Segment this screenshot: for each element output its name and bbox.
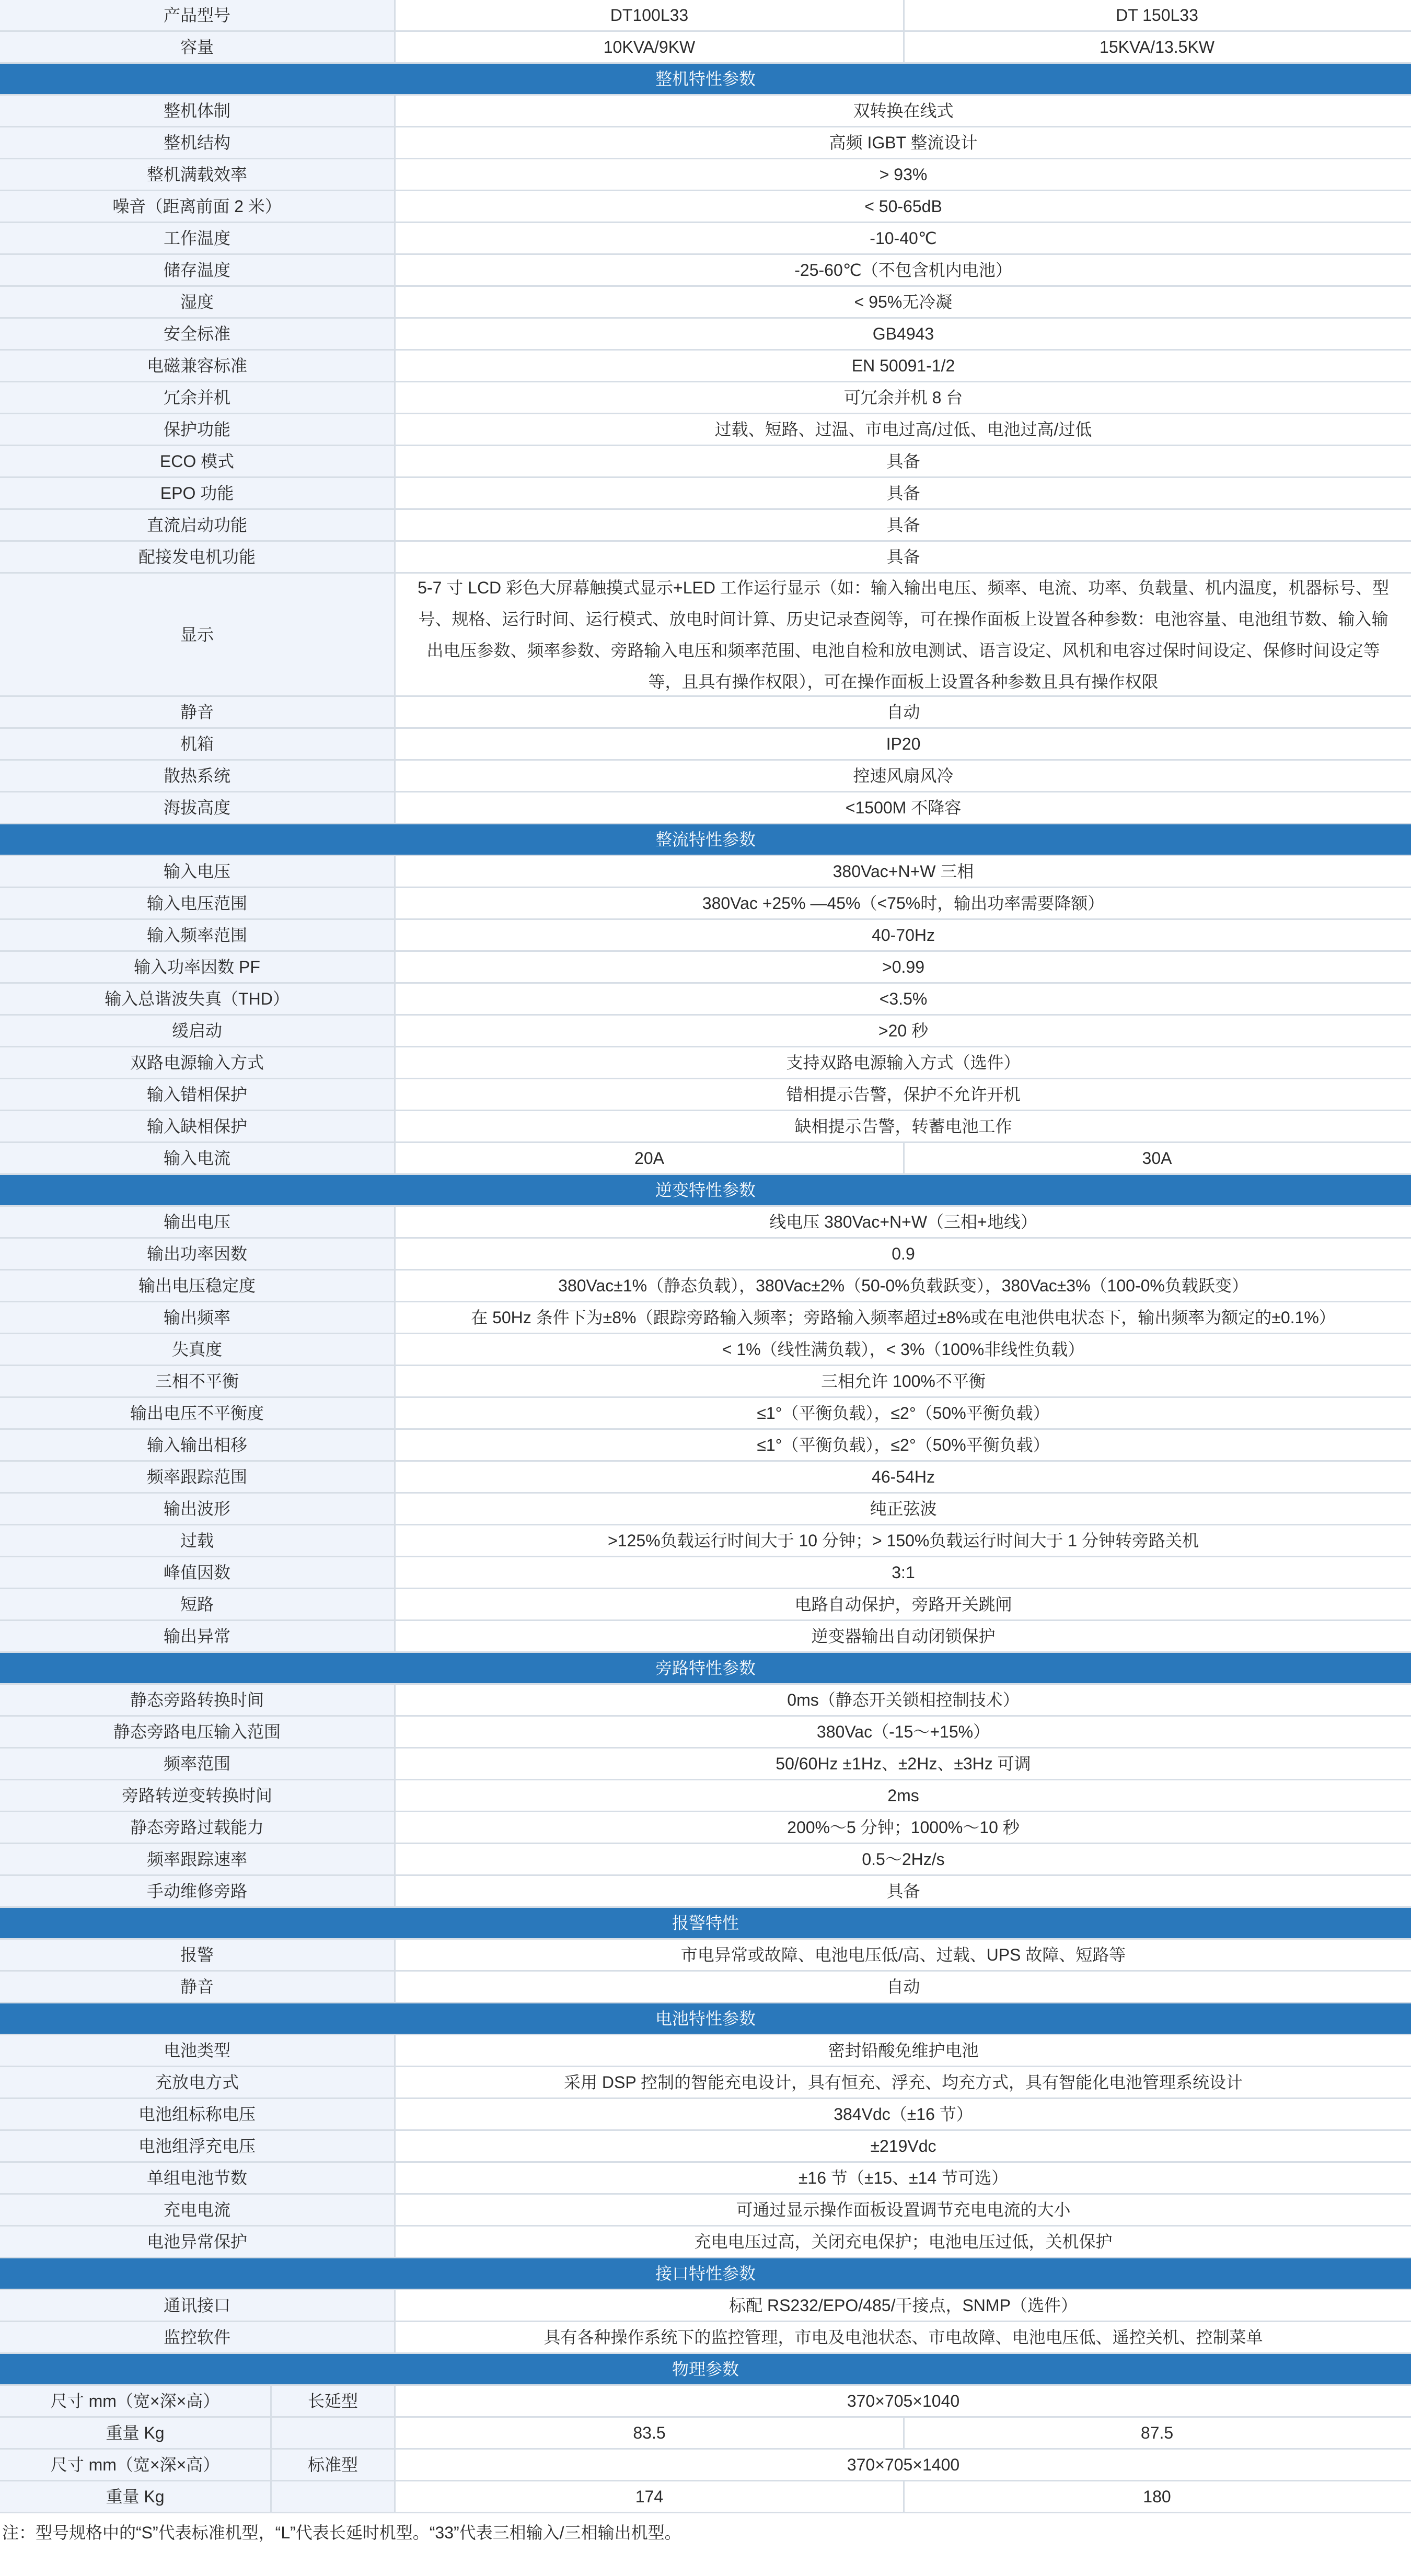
- physical-value-1: 174: [396, 2481, 903, 2512]
- spec-label: 静音: [0, 697, 396, 727]
- spec-row: [0, 1494, 1411, 1525]
- physical-label: 重量 Kg: [0, 2418, 272, 2448]
- spec-row: [0, 1685, 1411, 1717]
- spec-value: 错相提示告警，保护不允许开机: [396, 1079, 1411, 1110]
- section-header: 逆变特性参数: [0, 1175, 1411, 1207]
- spec-value: <3.5%: [396, 984, 1411, 1014]
- spec-label: 直流启动功能: [0, 510, 396, 540]
- spec-label: 安全标准: [0, 319, 396, 349]
- spec-row: [0, 1621, 1411, 1653]
- spec-label: EPO 功能: [0, 478, 396, 508]
- spec-label: ECO 模式: [0, 446, 396, 476]
- spec-label: 手动维修旁路: [0, 1876, 396, 1906]
- section-header: 物理参数: [0, 2354, 1411, 2386]
- spec-value: 三相允许 100%不平衡: [396, 1366, 1411, 1396]
- spec-label: 湿度: [0, 287, 396, 317]
- spec-row: [0, 1780, 1411, 1812]
- spec-label: 静态旁路电压输入范围: [0, 1717, 396, 1747]
- spec-label: 海拔高度: [0, 792, 396, 823]
- physical-label: 重量 Kg: [0, 2481, 272, 2512]
- spec-row: [0, 542, 1411, 574]
- spec-label: 冗余并机: [0, 382, 396, 413]
- spec-value: 可通过显示操作面板设置调节充电电流的大小: [396, 2195, 1411, 2225]
- spec-row: [0, 2195, 1411, 2227]
- spec-label: 工作温度: [0, 223, 396, 253]
- spec-label: 频率跟踪速率: [0, 1844, 396, 1874]
- capacity-value-1: 10KVA/9KW: [396, 32, 903, 62]
- spec-label: 三相不平衡: [0, 1366, 396, 1396]
- spec-row: [0, 888, 1411, 920]
- spec-label: 充放电方式: [0, 2067, 396, 2097]
- spec-row: [0, 414, 1411, 446]
- spec-value-1: 20A: [396, 1143, 903, 1173]
- physical-sublabel: 长延型: [272, 2386, 396, 2416]
- spec-value: 200%～5 分钟；1000%～10 秒: [396, 1812, 1411, 1843]
- spec-row: [0, 1270, 1411, 1302]
- spec-value: 双转换在线式: [396, 96, 1411, 126]
- spec-value: 380Vac+N+W 三相: [396, 856, 1411, 887]
- physical-sublabel: [272, 2481, 396, 2512]
- spec-value: ±16 节（±15、±14 节可选）: [396, 2163, 1411, 2193]
- header-label: 产品型号: [0, 0, 396, 30]
- spec-label: 失真度: [0, 1334, 396, 1365]
- spec-label: 静态旁路过载能力: [0, 1812, 396, 1843]
- spec-row: [0, 1462, 1411, 1494]
- spec-label: 频率跟踪范围: [0, 1462, 396, 1492]
- physical-label: 尺寸 mm（宽×深×高）: [0, 2450, 272, 2480]
- spec-value: 过载、短路、过温、市电过高/过低、电池过高/过低: [396, 414, 1411, 445]
- spec-row: [0, 729, 1411, 761]
- spec-label: 单组电池节数: [0, 2163, 396, 2193]
- spec-value: 自动: [396, 697, 1411, 727]
- spec-row: [0, 761, 1411, 792]
- spec-row: [0, 223, 1411, 255]
- spec-label: 输入频率范围: [0, 920, 396, 950]
- spec-value: ≤1°（平衡负载），≤2°（50%平衡负载）: [396, 1430, 1411, 1460]
- spec-value: 380Vac±1%（静态负载），380Vac±2%（50-0%负载跃变），380Vac±3%（100-0%负载跃变）: [396, 1270, 1411, 1301]
- spec-label: 电池组浮充电压: [0, 2131, 396, 2161]
- spec-row: [0, 856, 1411, 888]
- spec-row: [0, 1972, 1411, 2003]
- section-header: 电池特性参数: [0, 2003, 1411, 2035]
- spec-label: 峰值因数: [0, 1557, 396, 1588]
- spec-row: [0, 127, 1411, 159]
- spec-row: [0, 1239, 1411, 1270]
- spec-value: 2ms: [396, 1780, 1411, 1811]
- spec-row: [0, 1079, 1411, 1111]
- spec-row: [0, 446, 1411, 478]
- physical-sublabel: 标准型: [272, 2450, 396, 2480]
- spec-value: 纯正弦波: [396, 1494, 1411, 1524]
- spec-value: <1500M 不降容: [396, 792, 1411, 823]
- spec-value: 具备: [396, 446, 1411, 476]
- spec-value: < 1%（线性满负载），< 3%（100%非线性负载）: [396, 1334, 1411, 1365]
- spec-label: 输出电压不平衡度: [0, 1398, 396, 1428]
- spec-label: 缓启动: [0, 1016, 396, 1046]
- spec-value: IP20: [396, 729, 1411, 759]
- spec-value: EN 50091-1/2: [396, 351, 1411, 381]
- spec-row: [0, 159, 1411, 191]
- physical-container: [0, 2386, 1411, 2513]
- section-header: 报警特性: [0, 1908, 1411, 1940]
- spec-label: 储存温度: [0, 255, 396, 285]
- spec-row: [0, 1366, 1411, 1398]
- spec-value: 具有各种操作系统下的监控管理，市电及电池状态、市电故障、电池电压低、遥控关机、控制菜单: [396, 2322, 1411, 2352]
- spec-value: 采用 DSP 控制的智能充电设计，具有恒充、浮充、均充方式，具有智能化电池管理系统设计: [396, 2067, 1411, 2097]
- spec-value: < 50-65dB: [396, 191, 1411, 222]
- spec-row: [0, 351, 1411, 382]
- spec-label: 保护功能: [0, 414, 396, 445]
- section-header: 整流特性参数: [0, 824, 1411, 856]
- spec-value: >0.99: [396, 952, 1411, 982]
- physical-value-2: 87.5: [903, 2418, 1409, 2448]
- spec-label: 电磁兼容标准: [0, 351, 396, 381]
- spec-row: [0, 1111, 1411, 1143]
- spec-label: 频率范围: [0, 1749, 396, 1779]
- spec-value: 标配 RS232/EPO/485/干接点，SNMP（选件）: [396, 2290, 1411, 2321]
- spec-row: [0, 952, 1411, 984]
- spec-row: [0, 1589, 1411, 1621]
- spec-value: -10-40℃: [396, 223, 1411, 253]
- footnote: 注：型号规格中的“S”代表标准机型，“L”代表长延时机型。“33”代表三相输入/三相输出机型。: [2, 2523, 681, 2542]
- spec-row: [0, 96, 1411, 127]
- spec-row: [0, 1016, 1411, 1047]
- spec-value: < 95%无冷凝: [396, 287, 1411, 317]
- spec-label: 静态旁路转换时间: [0, 1685, 396, 1715]
- model-2: DT 150L33: [903, 0, 1409, 30]
- spec-label: 配接发电机功能: [0, 542, 396, 572]
- spec-label: 输入功率因数 PF: [0, 952, 396, 982]
- spec-value: 控速风扇风冷: [396, 761, 1411, 791]
- spec-label: 输入电流: [0, 1143, 396, 1173]
- physical-row: [0, 2481, 1411, 2513]
- spec-row: [0, 574, 1411, 697]
- spec-row: [0, 1844, 1411, 1876]
- spec-value: 50/60Hz ±1Hz、±2Hz、±3Hz 可调: [396, 1749, 1411, 1779]
- spec-label: 过载: [0, 1525, 396, 1556]
- spec-value: 可冗余并机 8 台: [396, 382, 1411, 413]
- section-header: 接口特性参数: [0, 2258, 1411, 2290]
- header-row: [0, 0, 1411, 32]
- spec-value: 充电电压过高，关闭充电保护；电池电压过低，关机保护: [396, 2227, 1411, 2257]
- spec-label: 电池类型: [0, 2035, 396, 2066]
- spec-row: [0, 478, 1411, 510]
- spec-label: 电池组标称电压: [0, 2099, 396, 2129]
- spec-row: [0, 319, 1411, 351]
- spec-value: GB4943: [396, 319, 1411, 349]
- spec-row: [0, 1749, 1411, 1780]
- spec-value: 市电异常或故障、电池电压低/高、过载、UPS 故障、短路等: [396, 1940, 1411, 1970]
- spec-row: [0, 697, 1411, 729]
- spec-row: [0, 2067, 1411, 2099]
- spec-value: 具备: [396, 478, 1411, 508]
- spec-row: [0, 2322, 1411, 2354]
- spec-row: [0, 2035, 1411, 2067]
- section-header: 整机特性参数: [0, 64, 1411, 96]
- spec-label: 输出电压: [0, 1207, 396, 1237]
- spec-value: 高频 IGBT 整流设计: [396, 127, 1411, 158]
- spec-value: 逆变器输出自动闭锁保护: [396, 1621, 1411, 1651]
- spec-label: 静音: [0, 1972, 396, 2002]
- spec-label: 双路电源输入方式: [0, 1047, 396, 1078]
- model-1: DT100L33: [396, 0, 903, 30]
- spec-value: >125%负载运行时间大于 10 分钟；> 150%负载运行时间大于 1 分钟转旁路关机: [396, 1525, 1411, 1556]
- spec-label: 输入电压范围: [0, 888, 396, 918]
- physical-value-1: 83.5: [396, 2418, 903, 2448]
- spec-value: ≤1°（平衡负载），≤2°（50%平衡负载）: [396, 1398, 1411, 1428]
- physical-value-2: 180: [903, 2481, 1409, 2512]
- spec-label: 整机体制: [0, 96, 396, 126]
- spec-value: 0.5～2Hz/s: [396, 1844, 1411, 1874]
- physical-row: [0, 2418, 1411, 2450]
- spec-value: ±219Vdc: [396, 2131, 1411, 2161]
- spec-label: 短路: [0, 1589, 396, 1619]
- spec-row: [0, 510, 1411, 542]
- spec-row: [0, 2290, 1411, 2322]
- spec-value: 具备: [396, 1876, 1411, 1906]
- spec-label: 输出频率: [0, 1302, 396, 1333]
- spec-row: [0, 2163, 1411, 2195]
- spec-value: 密封铅酸免维护电池: [396, 2035, 1411, 2066]
- spec-label: 显示: [0, 574, 396, 695]
- spec-row: [0, 1334, 1411, 1366]
- spec-label: 监控软件: [0, 2322, 396, 2352]
- spec-row: [0, 287, 1411, 319]
- spec-row: [0, 191, 1411, 223]
- spec-row: [0, 1812, 1411, 1844]
- spec-row: [0, 2227, 1411, 2258]
- spec-value: -25-60℃（不包含机内电池）: [396, 255, 1411, 285]
- capacity-label: 容量: [0, 32, 396, 62]
- spec-row: [0, 1143, 1411, 1175]
- spec-row: [0, 2099, 1411, 2131]
- spec-row: [0, 1302, 1411, 1334]
- spec-value: 46-54Hz: [396, 1462, 1411, 1492]
- physical-row: [0, 2386, 1411, 2418]
- spec-value: 电路自动保护，旁路开关跳闸: [396, 1589, 1411, 1619]
- physical-sublabel: [272, 2418, 396, 2448]
- spec-value: 5-7 寸 LCD 彩色大屏幕触摸式显示+LED 工作运行显示（如：输入输出电压、频率、电流、功率、负载量、机内温度，机器标号、型号、规格、运行时间、运行模式、放电时间计算、历史记录查阅等，可在操作面板上设置各种参数：电池容量、电池组节数、输入输出电压参数、频率参数、旁路输入电压和频率范围、电池自检和放电测试、语言设定、风机和电容过保时间设定、保修时间设定等等，且具有操作权限），可在操作面板上设置各种参数且具有操作权限: [396, 574, 1411, 695]
- physical-row: [0, 2450, 1411, 2481]
- spec-label: 整机满载效率: [0, 159, 396, 190]
- spec-value: 缺相提示告警，转蓄电池工作: [396, 1111, 1411, 1141]
- physical-value: 370×705×1040: [396, 2386, 1411, 2416]
- spec-label: 输入电压: [0, 856, 396, 887]
- spec-value: 具备: [396, 542, 1411, 572]
- spec-value: 0.9: [396, 1239, 1411, 1269]
- spec-value: 380Vac（-15～+15%）: [396, 1717, 1411, 1747]
- physical-value: 370×705×1400: [396, 2450, 1411, 2480]
- spec-row: [0, 1430, 1411, 1462]
- spec-value: 0ms（静态开关锁相控制技术）: [396, 1685, 1411, 1715]
- spec-label: 输出功率因数: [0, 1239, 396, 1269]
- capacity-row: [0, 32, 1411, 64]
- spec-value: 在 50Hz 条件下为±8%（跟踪旁路输入频率；旁路输入频率超过±8%或在电池供电状态下，输出频率为额定的±0.1%）: [396, 1302, 1411, 1333]
- spec-value: 40-70Hz: [396, 920, 1411, 950]
- spec-label: 电池异常保护: [0, 2227, 396, 2257]
- spec-label: 输出波形: [0, 1494, 396, 1524]
- spec-value: 自动: [396, 1972, 1411, 2002]
- spec-label: 报警: [0, 1940, 396, 1970]
- spec-row: [0, 255, 1411, 287]
- spec-row: [0, 1207, 1411, 1239]
- spec-row: [0, 1525, 1411, 1557]
- spec-row: [0, 1940, 1411, 1972]
- spec-value: 3:1: [396, 1557, 1411, 1588]
- physical-label: 尺寸 mm（宽×深×高）: [0, 2386, 272, 2416]
- spec-label: 机箱: [0, 729, 396, 759]
- spec-label: 整机结构: [0, 127, 396, 158]
- spec-row: [0, 1398, 1411, 1430]
- spec-row: [0, 1557, 1411, 1589]
- spec-label: 充电电流: [0, 2195, 396, 2225]
- spec-label: 散热系统: [0, 761, 396, 791]
- spec-row: [0, 1047, 1411, 1079]
- spec-label: 输入缺相保护: [0, 1111, 396, 1141]
- spec-value: 具备: [396, 510, 1411, 540]
- spec-label: 输出异常: [0, 1621, 396, 1651]
- section-header: 旁路特性参数: [0, 1653, 1411, 1685]
- spec-value: 380Vac +25% —45%（<75%时，输出功率需要降额）: [396, 888, 1411, 918]
- spec-value: 384Vdc（±16 节）: [396, 2099, 1411, 2129]
- spec-row: [0, 1717, 1411, 1749]
- spec-label: 输入错相保护: [0, 1079, 396, 1110]
- spec-value-2: 30A: [903, 1143, 1409, 1173]
- spec-value: > 93%: [396, 159, 1411, 190]
- spec-value: 线电压 380Vac+N+W（三相+地线）: [396, 1207, 1411, 1237]
- capacity-value-2: 15KVA/13.5KW: [903, 32, 1409, 62]
- spec-label: 旁路转逆变转换时间: [0, 1780, 396, 1811]
- spec-label: 输入输出相移: [0, 1430, 396, 1460]
- spec-row: [0, 792, 1411, 824]
- spec-value: >20 秒: [396, 1016, 1411, 1046]
- spec-label: 输入总谐波失真（THD）: [0, 984, 396, 1014]
- sections-container: [0, 64, 1411, 2386]
- spec-label: 输出电压稳定度: [0, 1270, 396, 1301]
- spec-row: [0, 984, 1411, 1016]
- spec-label: 噪音（距离前面 2 米）: [0, 191, 396, 222]
- spec-label: 通讯接口: [0, 2290, 396, 2321]
- spec-row: [0, 1876, 1411, 1908]
- spec-value: 支持双路电源输入方式（选件）: [396, 1047, 1411, 1078]
- spec-row: [0, 2131, 1411, 2163]
- spec-row: [0, 382, 1411, 414]
- spec-row: [0, 920, 1411, 952]
